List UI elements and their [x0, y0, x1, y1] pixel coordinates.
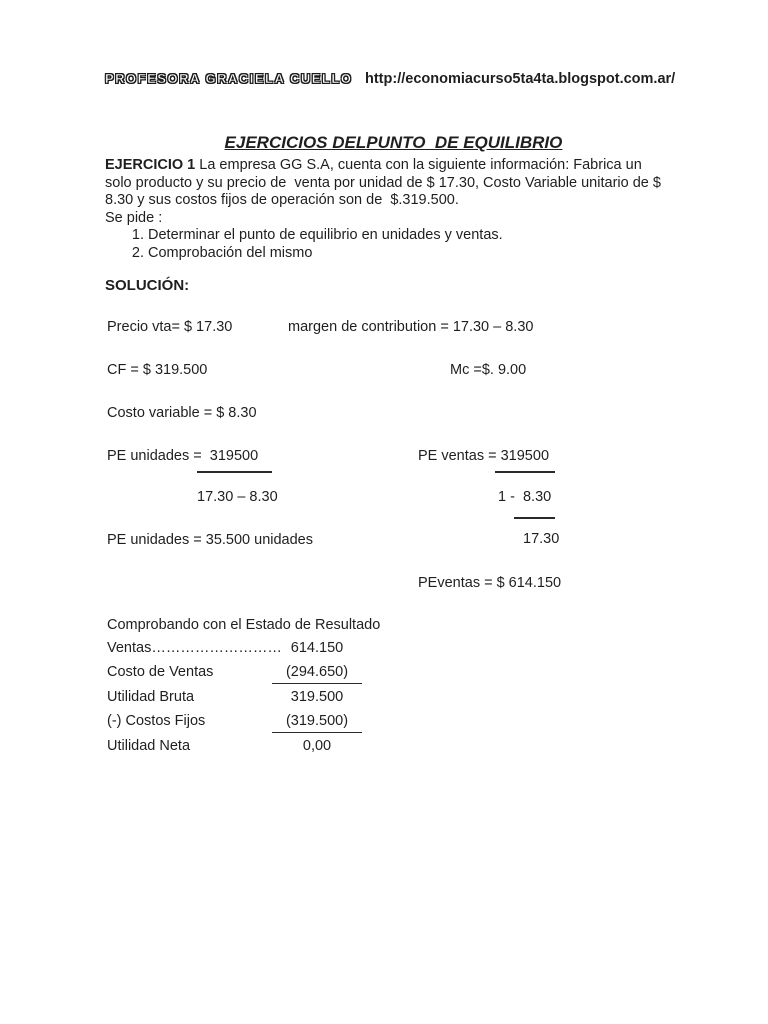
- row-label: Utilidad Bruta: [107, 688, 195, 705]
- exercise-request-list: [128, 227, 503, 262]
- pe-ventas-fraction-line-outer: [495, 471, 555, 473]
- table-row-costo-ventas: [107, 664, 367, 688]
- row-label: Utilidad Neta: [107, 737, 191, 754]
- pe-ventas-fraction-line-inner: [514, 517, 555, 519]
- solution-heading: SOLUCIÓN:: [105, 277, 190, 294]
- pe-ventas-inner-expression: 1 - 8.30: [498, 489, 552, 505]
- exercise-paragraph: [105, 157, 670, 210]
- pe-unidades-result: PE unidades = 35.500 unidades: [107, 532, 313, 548]
- statement-heading: Comprobando con el Estado de Resultado: [107, 617, 381, 633]
- row-value: 319.500: [290, 688, 344, 705]
- row-value: (294.650): [272, 664, 362, 684]
- table-row-ventas: [107, 640, 367, 664]
- row-label: (-) Costos Fijos: [107, 713, 206, 730]
- table-row-utilidad-bruta: [107, 689, 367, 713]
- pe-unidades-denominator: 17.30 – 8.30: [197, 489, 278, 505]
- row-value: 614.150: [290, 640, 344, 656]
- pe-ventas-denominator: 17.30: [523, 531, 560, 547]
- pe-ventas-result: PEventas = $ 614.150: [418, 575, 562, 591]
- exercise-item-2: 2. Comprobación del mismo: [148, 245, 503, 263]
- margen-contribucion-text: margen de contribution = 17.30 – 8.30: [288, 319, 534, 335]
- income-statement-table: [107, 640, 367, 762]
- margen-contribucion-valor-text: Mc =$. 9.00: [450, 362, 527, 378]
- page-title-text: EJERCICIOS DELPUNTO DE EQUILIBRIO: [224, 133, 563, 152]
- table-row-costos-fijos: [107, 713, 367, 737]
- exercise-label: EJERCICIO 1: [105, 157, 196, 173]
- exercise-item-1: 1. Determinar el punto de equilibrio en unidades y ventas.: [148, 227, 503, 245]
- exercise-body: La empresa GG S.A, cuenta con la siguiente información: Fabrica un solo producto y su precio de venta por unidad de $ 17.30, Costo Variable unitario de $ 8.30 y sus costos fijos de operación son de $.319.500.: [105, 157, 665, 208]
- precio-venta-text: Precio vta= $ 17.30: [107, 319, 233, 335]
- pe-ventas-formula: PE ventas = 319500: [418, 448, 550, 464]
- header-blog-url: http://economiacurso5ta4ta.blogspot.com.ar/: [365, 71, 676, 87]
- header-professor-name: PROFESORA GRACIELA CUELLO: [105, 71, 353, 86]
- table-row-utilidad-neta: [107, 738, 367, 762]
- row-label: Costo de Ventas: [107, 664, 214, 681]
- row-label: Ventas………………………: [107, 640, 282, 656]
- costos-fijos-text: CF = $ 319.500: [107, 362, 208, 378]
- costo-variable-text: Costo variable = $ 8.30: [107, 405, 257, 421]
- row-value: (319.500): [272, 713, 362, 733]
- se-pide-text: Se pide :: [105, 210, 163, 226]
- row-value: 0,00: [302, 737, 332, 754]
- pe-unidades-fraction-line: [197, 471, 272, 473]
- pe-unidades-formula: PE unidades = 319500: [107, 448, 259, 464]
